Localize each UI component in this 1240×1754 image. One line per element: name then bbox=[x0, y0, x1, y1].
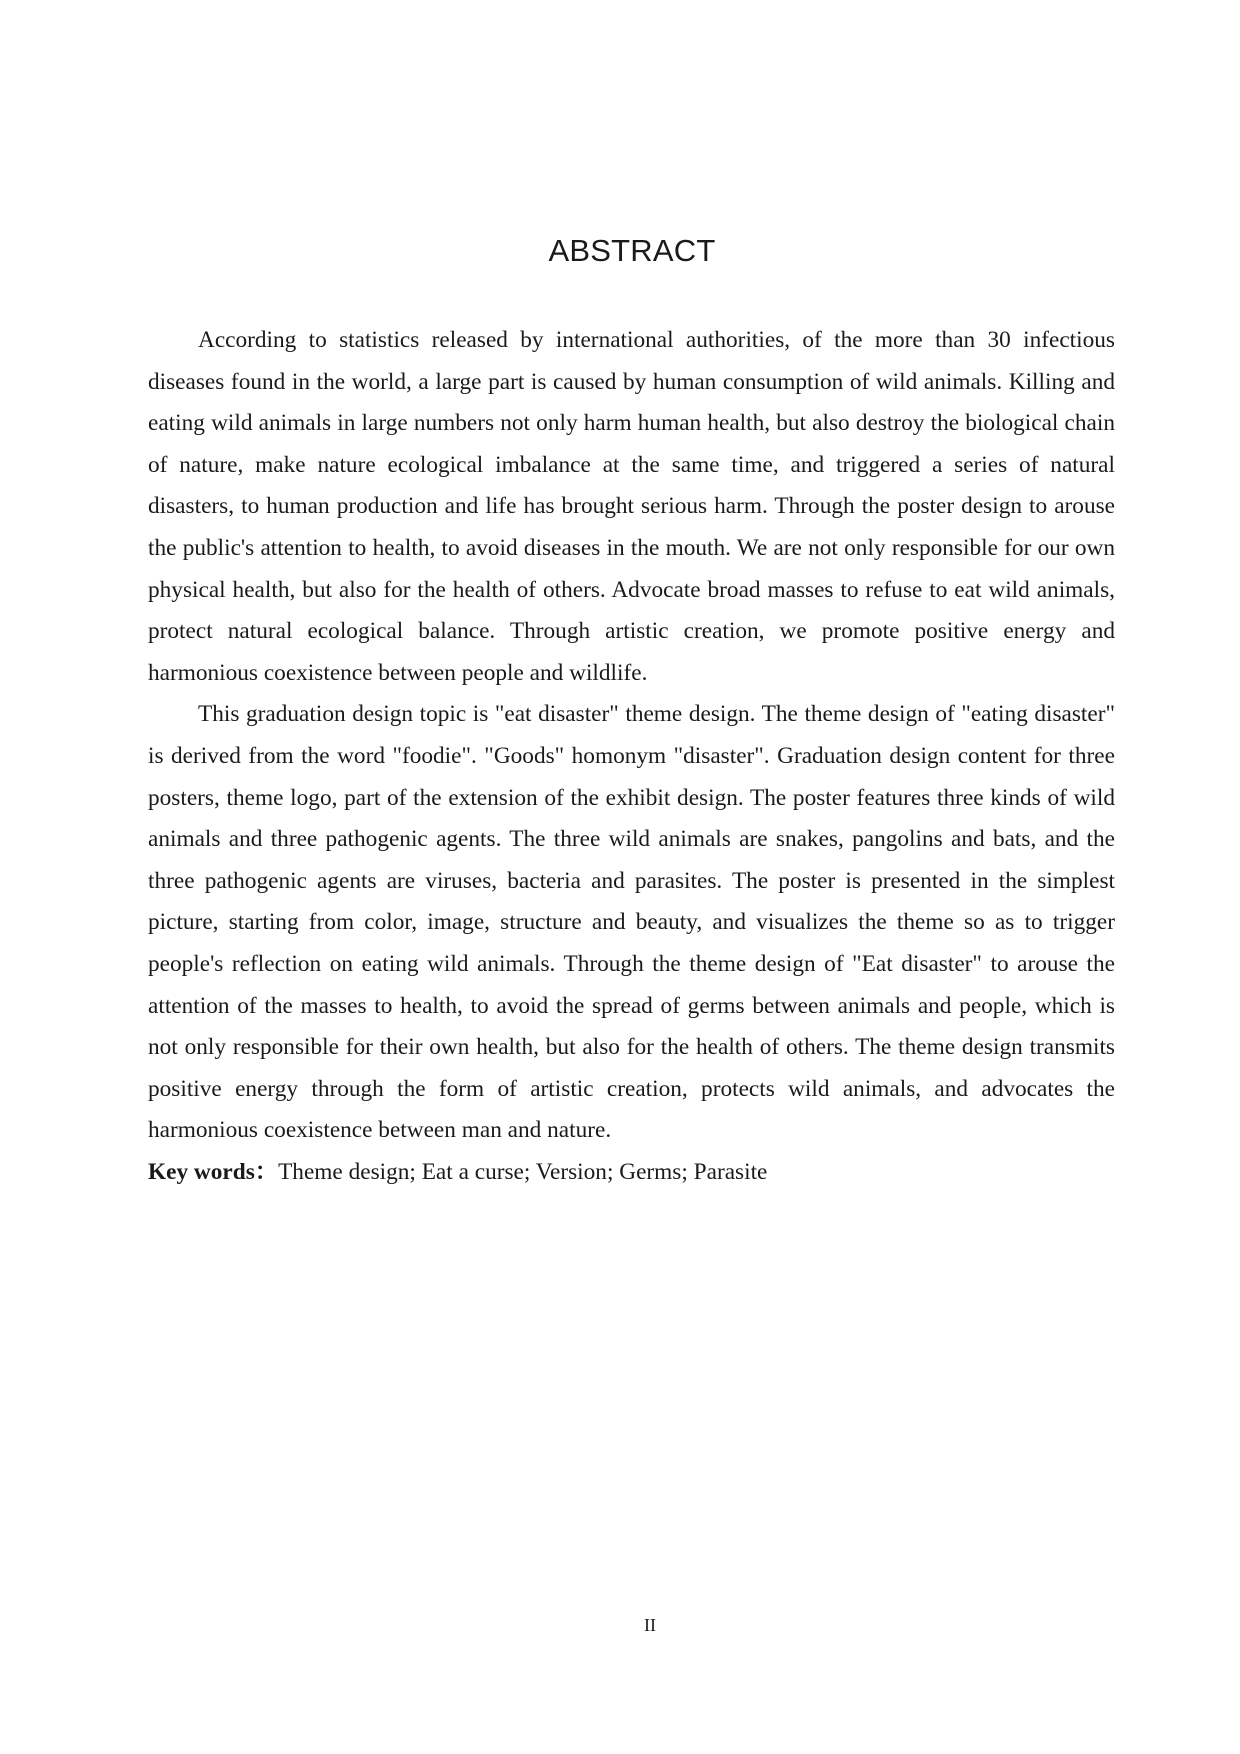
keywords-line bbox=[148, 1152, 1115, 1194]
abstract-paragraph-1: According to statistics released by international authorities, of the more than 30 infectious diseases found in the world, a large part is caused by human consumption of wild animals. Killing and eating wild animals in large numbers not only harm human health, but also destroy the biological chain of nature, make nature ecological imbalance at the same time, and triggered a series of natural disasters, to human production and life has brought serious harm. Through the poster design to arouse the public's attention to health, to avoid diseases in the mouth. We are not only responsible for our own physical health, but also for the health of others. Advocate broad masses to refuse to eat wild animals, protect natural ecological balance. Through artistic creation, we promote positive energy and harmonious coexistence between people and wildlife. bbox=[148, 327, 1115, 686]
keywords-value: Theme design; Eat a curse; Version; Germs; Parasite bbox=[278, 1158, 768, 1185]
page-number: II bbox=[644, 1615, 656, 1635]
abstract-paragraph-2: This graduation design topic is "eat disaster" theme design. The theme design of "eating disaster" is derived from the word "foodie". "Goods" homonym "disaster". Graduation design content for three posters, theme logo, part of the extension of the exhibit design. The poster features three kinds of wild animals and three pathogenic agents. The three wild animals are snakes, pangolins and bats, and the three pathogenic agents are viruses, bacteria and parasites. The poster is presented in the simplest picture, starting from color, image, structure and beauty, and visualizes the theme so as to trigger people's reflection on eating wild animals. Through the theme design of "Eat disaster" to arouse the attention of the masses to health, to avoid the spread of germs between animals and people, which is not only responsible for their own health, but also for the health of others. The theme design transmits positive energy through the form of artistic creation, protects wild animals, and advocates the harmonious coexistence between man and nature. bbox=[148, 701, 1115, 1144]
page-title: ABSTRACT bbox=[548, 233, 716, 268]
abstract-body bbox=[148, 320, 1115, 1193]
keywords-label: Key words： bbox=[148, 1158, 279, 1185]
